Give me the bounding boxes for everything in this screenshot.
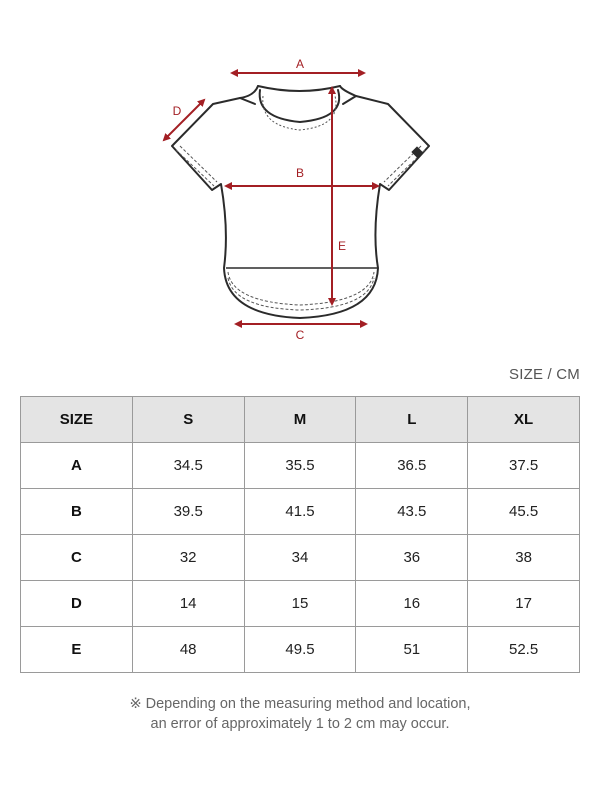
table-cell: 48 — [132, 627, 244, 673]
table-cell: 35.5 — [244, 443, 356, 489]
table-row — [21, 443, 580, 489]
row-label: D — [21, 581, 133, 627]
table-cell: 36.5 — [356, 443, 468, 489]
table-cell: 51 — [356, 627, 468, 673]
size-chart-table — [20, 396, 580, 673]
header-m: M — [244, 397, 356, 443]
table-row — [21, 627, 580, 673]
header-xl: XL — [468, 397, 580, 443]
table-cell: 36 — [356, 535, 468, 581]
table-cell: 14 — [132, 581, 244, 627]
table-cell: 16 — [356, 581, 468, 627]
note-line-2: an error of approximately 1 to 2 cm may occur. — [150, 716, 450, 732]
table-cell: 37.5 — [468, 443, 580, 489]
measurement-note — [0, 694, 600, 734]
measure-label-c: C — [295, 328, 305, 342]
table-cell: 15 — [244, 581, 356, 627]
unit-label: SIZE / CM — [509, 366, 580, 383]
table-row — [21, 535, 580, 581]
table-cell: 17 — [468, 581, 580, 627]
table-row — [21, 489, 580, 535]
table-cell: 41.5 — [244, 489, 356, 535]
measure-label-d: D — [172, 104, 182, 118]
measure-label-e: E — [337, 239, 347, 253]
header-l: L — [356, 397, 468, 443]
measurement-diagram — [0, 0, 600, 350]
table-cell: 39.5 — [132, 489, 244, 535]
table-cell: 45.5 — [468, 489, 580, 535]
row-label: E — [21, 627, 133, 673]
table-cell: 49.5 — [244, 627, 356, 673]
header-s: S — [132, 397, 244, 443]
table-header-row — [21, 397, 580, 443]
measure-label-a: A — [295, 57, 305, 71]
table-cell: 43.5 — [356, 489, 468, 535]
table-cell: 52.5 — [468, 627, 580, 673]
table-row — [21, 581, 580, 627]
tshirt-outline-icon — [0, 0, 600, 350]
measure-label-b: B — [295, 166, 305, 180]
note-line-1: ※ Depending on the measuring method and location, — [129, 696, 471, 712]
table-cell: 38 — [468, 535, 580, 581]
row-label: C — [21, 535, 133, 581]
header-size: SIZE — [21, 397, 133, 443]
row-label: B — [21, 489, 133, 535]
table-cell: 34 — [244, 535, 356, 581]
row-label: A — [21, 443, 133, 489]
table-cell: 32 — [132, 535, 244, 581]
table-cell: 34.5 — [132, 443, 244, 489]
